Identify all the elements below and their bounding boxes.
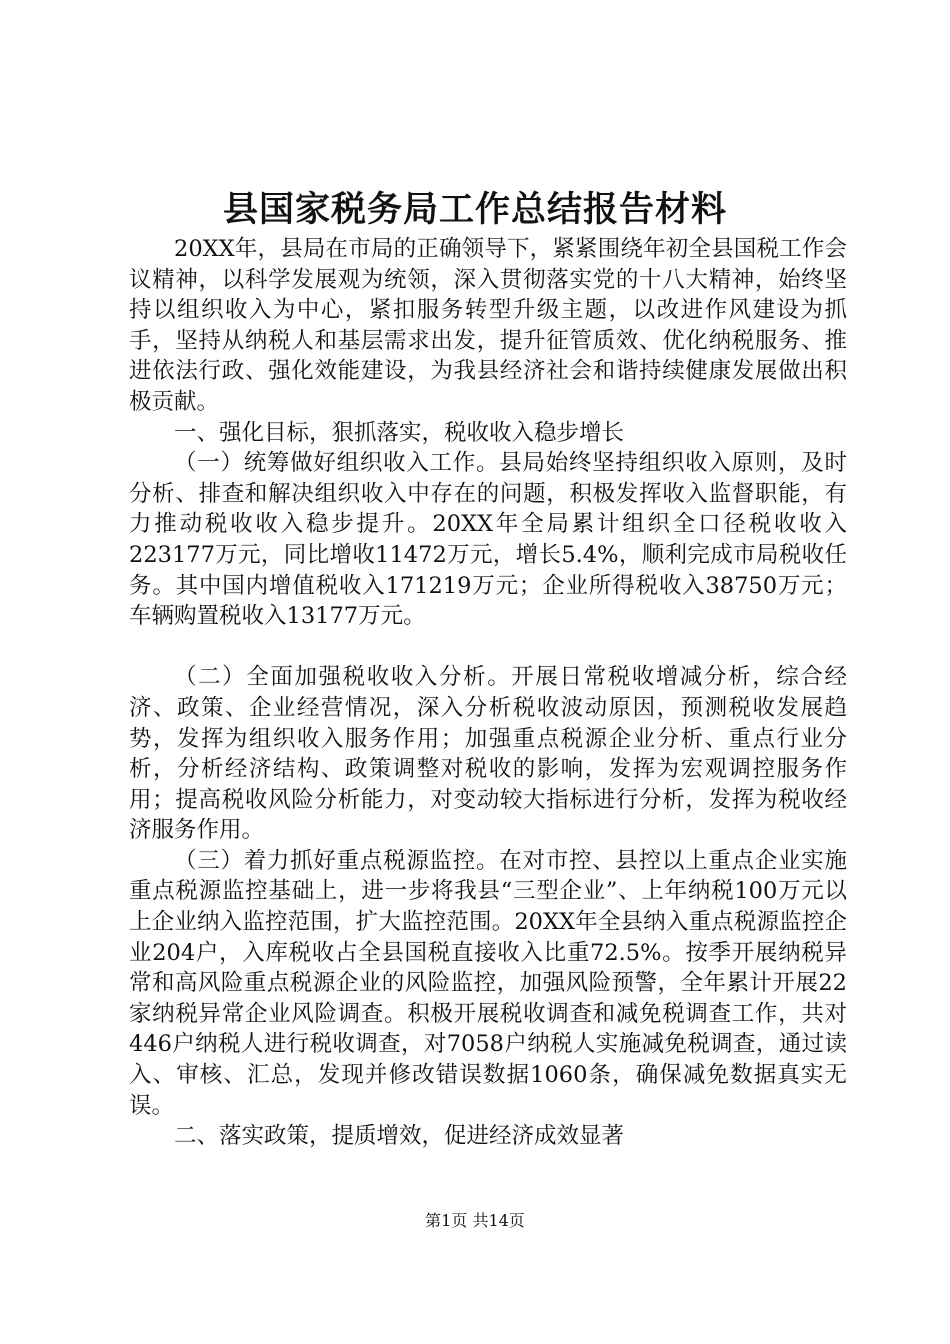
page-footer: 第1页 共14页	[425, 1211, 525, 1230]
subsection-paragraph-2: （二）全面加强税收收入分析。开展日常税收增减分析，综合经济、政策、企业经营情况，深入分析税收波动原因，预测税收发展趋势，发挥为组织收入服务作用；加强重点税源企业分析、重点行业分析，分析经济结构、政策调整对税收的影响，发挥为宏观调控服务作用；提高税收风险分析能力，对变动较大指标进行分析，发挥为税收经济服务作用。	[129, 664, 847, 844]
intro-paragraph: 20XX年，县局在市局的正确领导下，紧紧围绕年初全县国税工作会议精神，以科学发展观为统领，深入贯彻落实党的十八大精神，始终坚持以组织收入为中心，紧扣服务转型升级主题，以改进作风建设为抓手，坚持从纳税人和基层需求出发，提升征管质效、优化纳税服务、推进依法行政、强化效能建设，为我县经济社会和谐持续健康发展做出积极贡献。	[129, 236, 847, 415]
subsection-paragraph-3: （三）着力抓好重点税源监控。在对市控、县控以上重点企业实施重点税源监控基础上，进一步将我县“三型企业”、上年纳税100万元以上企业纳入监控范围，扩大监控范围。20XX年全县纳入重点税源监控企业204户，入库税收占全县国税直接收入比重72.5%。按季开展纳税异常和高风险重点税源企业的风险监控，加强风险预警，全年累计开展22家纳税异常企业风险调查。积极开展税收调查和减免税调查工作，共对446户纳税人进行税收调查，对7058户纳税人实施减免税调查，通过读入、审核、汇总，发现并修改错误数据1060条，确保减免数据真实无误。	[129, 847, 847, 1119]
section-heading-2: 二、落实政策，提质增效，促进经济成效显著	[174, 1123, 625, 1150]
document-title: 县国家税务局工作总结报告材料	[222, 189, 727, 230]
section-heading-1: 一、强化目标，狠抓落实，税收收入稳步增长	[174, 419, 625, 446]
subsection-paragraph-1: （一）统筹做好组织收入工作。县局始终坚持组织收入原则，及时分析、排查和解决组织收入中存在的问题，积极发挥收入监督职能，有力推动税收收入稳步提升。20XX年全局累计组织全口径税收收入223177万元，同比增收11472万元，增长5.4%，顺利完成市局税收任务。其中国内增值税收入171219万元；企业所得税收入38750万元；车辆购置税收入13177万元。	[129, 450, 847, 630]
document-body	[129, 234, 847, 1152]
